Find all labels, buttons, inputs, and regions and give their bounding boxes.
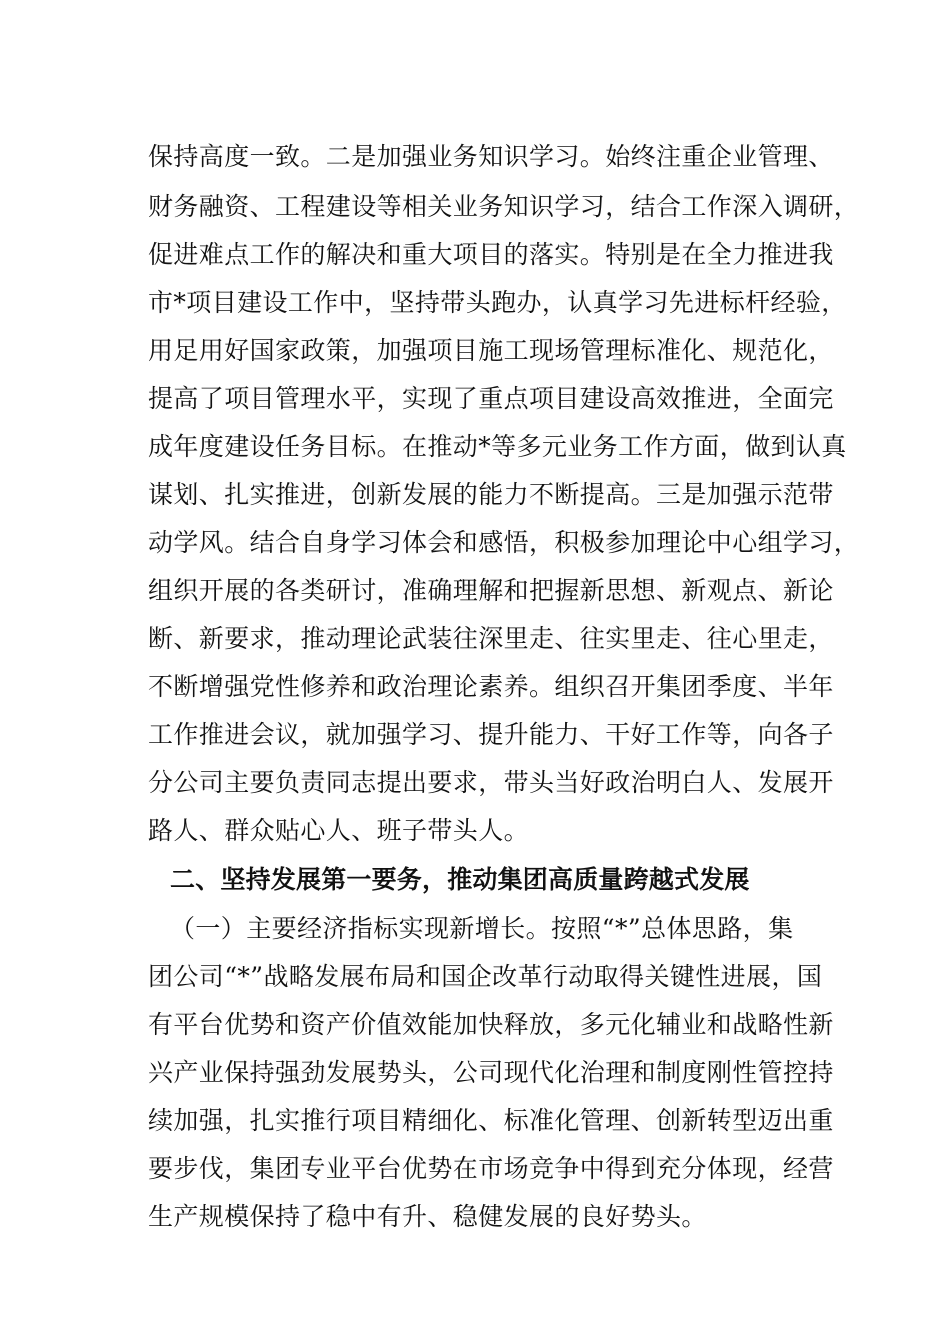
- paragraph-1-line-2: 财务融资、工程建设等相关业务知识学习，结合工作深入调研，: [148, 192, 860, 221]
- paragraph-1-line-15: 路人、群众贴心人、班子带头人。: [148, 816, 530, 845]
- paragraph-1-line-4: 市*项目建设工作中，坚持带头跑办，认真学习先进标杆经验，: [148, 288, 847, 317]
- paragraph-1-line-8: 谋划、扎实推进，创新发展的能力不断提高。三是加强示范带: [148, 480, 834, 509]
- section-heading: 二、坚持发展第一要务，推动集团高质量跨越式发展: [170, 865, 750, 894]
- paragraph-1-line-13: 工作推进会议，就加强学习、提升能力、干好工作等，向各子: [148, 720, 834, 749]
- paragraph-2-line-4: 兴产业保持强劲发展势头，公司现代化治理和制度刚性管控持: [148, 1058, 834, 1087]
- paragraph-2-line-7: 生产规模保持了稳中有升、稳健发展的良好势头。: [148, 1202, 707, 1231]
- paragraph-1-line-9: 动学风。结合自身学习体会和感悟，积极参加理论中心组学习，: [148, 528, 860, 557]
- paragraph-1-line-1: 保持高度一致。二是加强业务知识学习。始终注重企业管理、: [148, 142, 834, 171]
- paragraph-2-line-2: 团公司“*”战略发展布局和国企改革行动取得关键性进展，国: [148, 962, 823, 991]
- paragraph-1-line-5: 用足用好国家政策，加强项目施工现场管理标准化、规范化，: [148, 336, 834, 365]
- paragraph-1-line-10: 组织开展的各类研讨，准确理解和把握新思想、新观点、新论: [148, 576, 834, 605]
- paragraph-2-line-6: 要步伐，集团专业平台优势在市场竞争中得到充分体现，经营: [148, 1154, 834, 1183]
- paragraph-2-line-3: 有平台优势和资产价值效能加快释放，多元化辅业和战略性新: [148, 1010, 834, 1039]
- paragraph-1-line-14: 分公司主要负责同志提出要求，带头当好政治明白人、发展开: [148, 768, 834, 797]
- paragraph-2-line-1: （一）主要经济指标实现新增长。按照“*”总体思路，集: [170, 914, 794, 943]
- paragraph-1-line-7: 成年度建设任务目标。在推动*等多元业务工作方面，做到认真: [148, 432, 847, 461]
- paragraph-1-line-6: 提高了项目管理水平，实现了重点项目建设高效推进，全面完: [148, 384, 834, 413]
- paragraph-1-line-12: 不断增强党性修养和政治理论素养。组织召开集团季度、半年: [148, 672, 834, 701]
- paragraph-1-line-3: 促进难点工作的解决和重大项目的落实。特别是在全力推进我: [148, 240, 834, 269]
- paragraph-2-line-5: 续加强，扎实推行项目精细化、标准化管理、创新转型迈出重: [148, 1106, 834, 1135]
- paragraph-1-line-11: 断、新要求，推动理论武装往深里走、往实里走、往心里走，: [148, 624, 834, 653]
